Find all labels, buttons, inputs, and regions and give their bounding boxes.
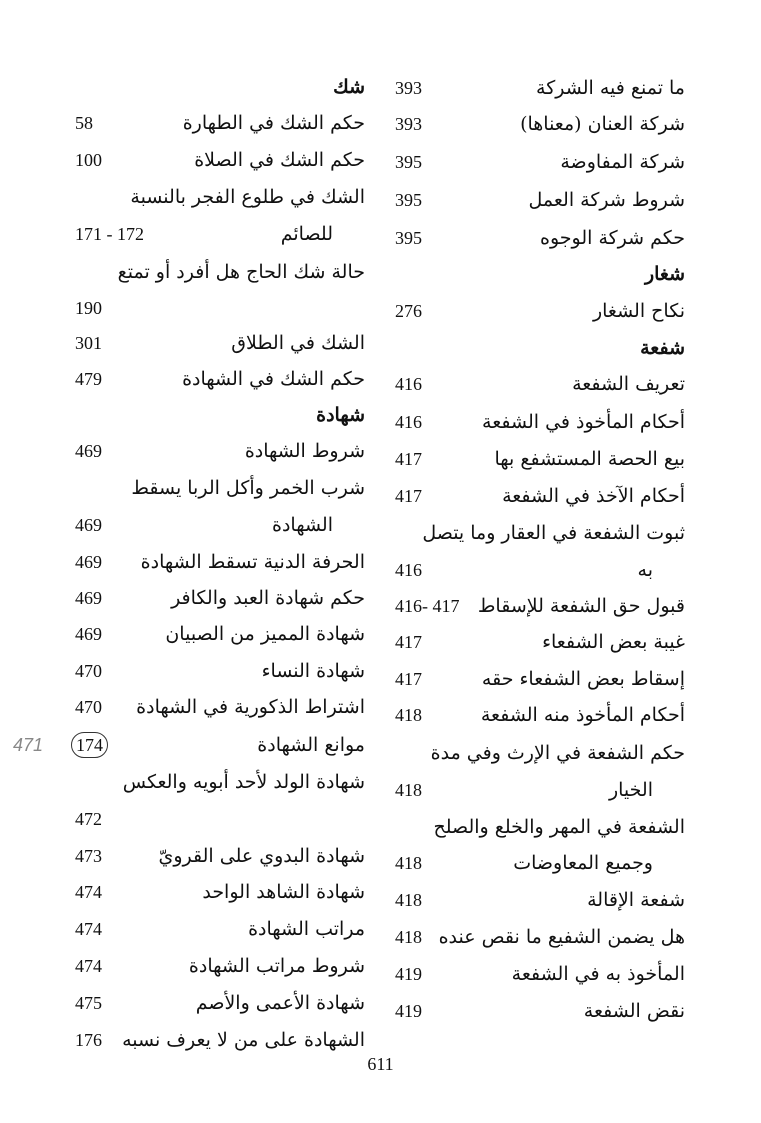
entry-text: شهادة البدوي على القرويّ <box>158 845 365 867</box>
index-entry <box>75 179 365 216</box>
index-entry <box>395 552 685 588</box>
entry-page-number: 416 <box>395 374 422 394</box>
entry-text: نكاح الشغار <box>592 300 685 322</box>
entry-page-number: 417 <box>395 669 422 689</box>
entry-page-number: 416 <box>395 560 422 580</box>
entry-text: شروط الشهادة <box>244 440 365 462</box>
entry-text: موانع الشهادة <box>257 734 365 756</box>
index-entry <box>75 544 365 580</box>
entry-page-number: 470 <box>75 697 102 717</box>
entry-text: نقض الشفعة <box>583 1000 685 1022</box>
entry-text: حكم الشفعة في الإرث وفي مدة <box>430 742 685 764</box>
entry-text: حالة شك الحاج هل أفرد أو تمتع <box>117 261 365 283</box>
entry-text: شهادة الأعمى والأصم <box>195 992 365 1014</box>
entry-page-number: 171 - 172 <box>75 224 144 244</box>
index-entry <box>395 292 685 330</box>
entry-text: الشفعة في المهر والخلع والصلح <box>433 816 685 838</box>
index-entry <box>75 948 365 985</box>
index-entry <box>395 882 685 919</box>
entry-page-number: 58 <box>75 113 93 133</box>
index-entry <box>75 801 365 838</box>
entry-page-number: 418 <box>395 780 422 800</box>
entry-page-number: 418 <box>395 890 422 910</box>
entry-text: شركة العنان (معناها) <box>520 113 685 135</box>
index-entry <box>395 515 685 552</box>
entry-page-number: 419 <box>395 964 422 984</box>
index-column-right <box>395 70 685 1030</box>
entry-text: أحكام المأخوذ في الشفعة <box>482 411 685 433</box>
index-heading <box>395 330 685 366</box>
entry-page-number: 418 <box>395 853 422 873</box>
index-entry <box>395 220 685 256</box>
entry-page-number: 474 <box>75 919 102 939</box>
index-entry <box>395 366 685 403</box>
index-entry <box>75 142 365 179</box>
entry-text: هل يضمن الشفيع ما نقص عنده <box>438 926 685 948</box>
entry-text: حكم شركة الوجوه <box>540 227 685 249</box>
index-entry <box>395 809 685 845</box>
entry-text: ثبوت الشفعة في العقار وما يتصل <box>422 522 685 544</box>
entry-text: حكم الشك في الصلاة <box>194 149 365 171</box>
entry-page-number: 417 <box>395 632 422 652</box>
entry-page-number: 417 <box>395 486 422 506</box>
entry-text: حكم الشك في الشهادة <box>182 368 365 390</box>
entry-page-number: 176 <box>75 1030 102 1050</box>
entry-text: شركة المفاوضة <box>560 151 685 173</box>
entry-page-number: 469 <box>75 588 102 608</box>
entry-text: شرب الخمر وأكل الربا يسقط <box>131 477 365 499</box>
index-entry <box>395 956 685 993</box>
entry-page-number: 417 <box>395 449 422 469</box>
index-entry <box>395 70 685 106</box>
index-entry <box>75 911 365 948</box>
entry-page-number: 470 <box>75 661 102 681</box>
index-entry <box>395 734 685 772</box>
entry-text: شروط مراتب الشهادة <box>188 955 365 977</box>
entry-page-number: 475 <box>75 993 102 1013</box>
entry-page-number: 393 <box>395 78 422 98</box>
entry-text: أحكام المأخوذ منه الشفعة <box>480 704 685 726</box>
index-entry <box>395 143 685 181</box>
entry-text: حكم شهادة العبد والكافر <box>171 587 365 609</box>
index-entry <box>75 105 365 142</box>
index-entry <box>395 181 685 220</box>
entry-page-number: 395 <box>395 228 422 248</box>
entry-text: الشهادة <box>272 514 333 536</box>
entry-page-number: 100 <box>75 150 102 170</box>
index-entry <box>75 253 365 291</box>
entry-text: غيبة بعض الشفعاء <box>542 631 685 653</box>
entry-text: بيع الحصة المستشفع بها <box>494 448 685 470</box>
entry-text: شهادة الولد لأحد أبويه والعكس <box>122 771 365 793</box>
entry-page-number: 395 <box>395 152 422 172</box>
index-entry <box>75 470 365 507</box>
entry-text: تعريف الشفعة <box>572 373 685 395</box>
entry-text: إسقاط بعض الشفعاء حقه <box>481 668 685 690</box>
index-entry <box>395 106 685 143</box>
entry-page-number: 469 <box>75 441 102 461</box>
index-entry <box>75 653 365 689</box>
index-entry <box>75 874 365 911</box>
index-entry <box>75 361 365 398</box>
entry-text: شفعة الإقالة <box>587 889 685 911</box>
index-heading <box>395 256 685 292</box>
entry-page-number: 301 <box>75 333 102 353</box>
entry-text: الحرفة الدنية تسقط الشهادة <box>140 551 365 573</box>
index-entry <box>395 661 685 697</box>
index-entry <box>75 764 365 801</box>
index-entry <box>75 507 365 544</box>
index-entry <box>395 919 685 956</box>
index-entry <box>395 993 685 1030</box>
entry-text: ما تمنع فيه الشركة <box>536 77 685 99</box>
entry-text: شهادة الشاهد الواحد <box>202 881 365 903</box>
entry-page-number: 474 <box>75 956 102 976</box>
index-entry <box>75 433 365 470</box>
entry-page-number: 469 <box>75 515 102 535</box>
index-entry <box>395 697 685 734</box>
entry-page-number: 418 <box>395 927 422 947</box>
entry-page-number: 276 <box>395 301 422 321</box>
index-entry <box>75 616 365 653</box>
index-entry <box>75 291 365 326</box>
entry-text: شغار <box>644 263 685 285</box>
entry-text: قبول حق الشفعة للإسقاط <box>477 595 685 617</box>
index-entry <box>75 580 365 616</box>
entry-page-number: 469 <box>75 552 102 572</box>
entry-page-number: 416 <box>395 412 422 432</box>
entry-text: شهادة النساء <box>261 660 365 682</box>
index-entry <box>75 689 365 726</box>
entry-page-number: 416- 417 <box>395 596 460 616</box>
entry-text: الشك في طلوع الفجر بالنسبة <box>130 186 365 208</box>
index-entry <box>13 726 365 764</box>
entry-page-number: 469 <box>75 624 102 644</box>
index-entry <box>75 985 365 1022</box>
index-heading <box>75 398 365 433</box>
entry-text: الشهادة على من لا يعرف نسبه <box>122 1029 365 1051</box>
entry-page-number: 472 <box>75 809 102 829</box>
entry-text: الشك في الطلاق <box>231 332 365 354</box>
index-column-left <box>13 70 365 1059</box>
entry-text: أحكام الآخذ في الشفعة <box>502 485 685 507</box>
entry-text: للصائم <box>280 223 333 245</box>
entry-page-number: 393 <box>395 114 422 134</box>
index-entry <box>395 624 685 661</box>
index-entry <box>395 478 685 515</box>
entry-text: شهادة <box>316 404 365 426</box>
entry-text: شهادة المميز من الصبيان <box>165 623 365 645</box>
entry-text: به <box>637 559 653 581</box>
entry-text: وجميع المعاوضات <box>513 852 653 874</box>
entry-page-number: 473 <box>75 846 102 866</box>
entry-page-number: 418 <box>395 705 422 725</box>
entry-text: حكم الشك في الطهارة <box>182 112 365 134</box>
entry-text: شفعة <box>640 337 685 359</box>
entry-page-number: 419 <box>395 1001 422 1021</box>
index-entry <box>75 326 365 361</box>
index-heading <box>75 70 365 105</box>
entry-page-number: 395 <box>395 190 422 210</box>
index-entry <box>395 845 685 882</box>
entry-page-number <box>75 726 108 764</box>
index-entry <box>75 216 365 253</box>
entry-text: المأخوذ به في الشفعة <box>511 963 685 985</box>
index-entry <box>395 772 685 809</box>
entry-page-number: 474 <box>75 882 102 902</box>
index-entry <box>395 441 685 478</box>
entry-page-number: 190 <box>75 298 102 318</box>
index-entry <box>395 403 685 441</box>
entry-text: اشتراط الذكورية في الشهادة <box>136 696 365 718</box>
circled-page-number: 174 <box>71 732 108 758</box>
handwritten-note: 471 <box>13 735 44 755</box>
entry-text: شك <box>333 76 365 98</box>
entry-page-number: 479 <box>75 369 102 389</box>
page-number: 611 <box>367 1054 394 1074</box>
entry-text: مراتب الشهادة <box>248 918 365 940</box>
index-entry <box>75 838 365 874</box>
entry-text: شروط شركة العمل <box>528 189 685 211</box>
entry-text: الخيار <box>608 779 653 801</box>
index-entry <box>395 588 685 624</box>
